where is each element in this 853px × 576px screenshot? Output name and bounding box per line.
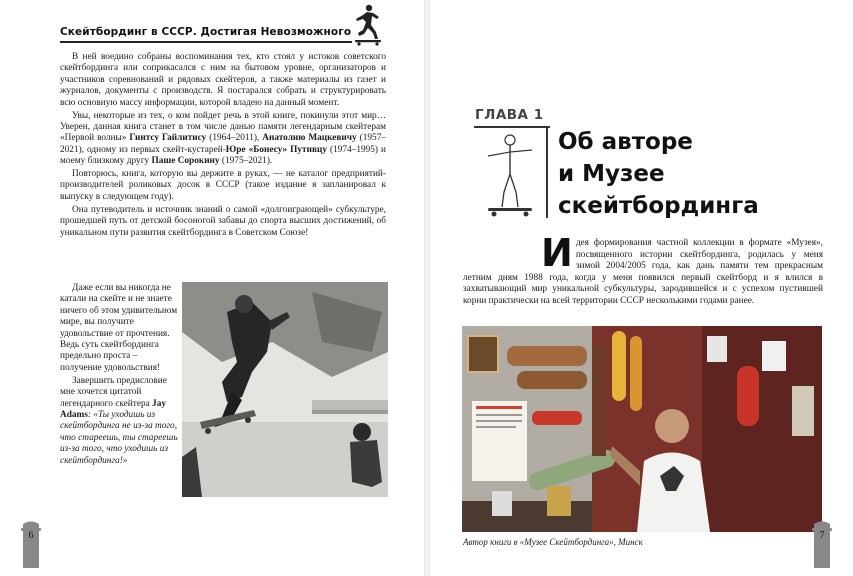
chapter-title-line: и Музее [558, 161, 665, 187]
paragraph [60, 111, 386, 168]
text-run: (1974–1995) и моему близкому другу [60, 144, 386, 167]
text-run: (1957–2021), одному из первых скейт-кустарей- [60, 133, 386, 155]
skater-silhouette-icon [349, 3, 387, 47]
chapter-title-line: скейтбординга [558, 193, 759, 219]
foreword-text-narrow [60, 283, 178, 469]
skateboard-tab-icon [809, 520, 835, 568]
photo-caption: Автор книги в «Музее Скейтбординга», Минск [463, 537, 643, 547]
paragraph: Даже если вы никогда не катали на скейте и не знаете ничего об этом удивительном мире, вы получите удовольствие от прочтения. Ведь суть скейтбординга предельно проста – получение удовольствия! [60, 283, 178, 373]
chapter-vertical-rule [546, 128, 548, 218]
person-name: Юре «Бонесу» Путивцу [225, 144, 327, 155]
museum-photo [462, 326, 822, 532]
page-number: 7 [819, 530, 825, 541]
skateboard-tab-icon [18, 520, 44, 568]
skater-illustration-icon [480, 132, 540, 218]
text-run: (1964–2011), [206, 133, 263, 144]
chapter-rule [474, 126, 550, 128]
paragraph: Повторюсь, книга, которую вы держите в руках, — не каталог предприятий-производителей роликовых досок в СССР (такое издание я запланировал к выпуску в следующем году). [60, 169, 386, 202]
person-name: Паше Сорокину [151, 156, 220, 167]
person-name: Гинтсу Гайлитису [129, 133, 207, 144]
text-run: Увы, некоторые из тех, о ком пойдет речь в этой книге, покинули этот мир… Уверен, данная книга станет в том числе данью памяти легендарным скейтерам «Первой волны» [60, 110, 386, 144]
chapter-title-line: Об авторе [558, 129, 693, 155]
foreword-text [60, 52, 386, 241]
header-rule [60, 41, 352, 43]
text-run: Завершить предисловие мне хочется цитатой легендарного скейтера [60, 375, 167, 409]
right-page [430, 0, 853, 576]
page-number-tab [809, 520, 835, 568]
drop-cap: И [541, 231, 573, 275]
running-head: Скейтбординг в СССР. Достигая Невозможного [60, 26, 352, 38]
chapter-label: ГЛАВА 1 [475, 107, 544, 123]
left-page [0, 0, 424, 576]
paragraph: Она путеводитель и источник знаний о самой «долгоиграющей» субкультуре, прошедшей путь от детской босоногой забавы до спорта высших достижений, об уникальном пути развития скейтбординга в Советском Союзе! [60, 204, 386, 238]
quote: : «Ты уходишь из скейтбординга не из-за того, что стареешь, ты стареешь из-за того, что уходишь из скейтбординга!» [60, 409, 178, 466]
person-name: Анатолию Мацкевичу [262, 133, 357, 144]
skateboarder-photo [182, 282, 388, 497]
page-number-tab [18, 520, 44, 568]
intro-text: дея формирования частной коллекции в формате «Музея», посвященного истории скейтбординга, родилась у меня зимой 2004/2005 года, как дань памяти тем прекрасным летним дням 1988 года, когда у меня появился первый скейтборд и я влился в захватывающий мир уникальной субкультуры, зародившейся и с успехом пустившей корни практически на всей территории СССР несколькими годами ранее. [463, 238, 823, 306]
paragraph: В ней воедино собраны воспоминания тех, кто стоял у истоков советского скейтбординга или соприкасался с ним на бытовом уровне, организаторов и участников соревнований и рядовых скейтеров, а также материалы из газет и журналов, документы с производств. Я постарался собрать и структурировать всю основную массу информации, которой владею на данный момент. [60, 52, 386, 108]
text-run: (1975–2021). [219, 156, 273, 167]
chapter-intro [463, 231, 823, 308]
chapter-title [558, 126, 759, 222]
person-name: Jay Adams [60, 398, 166, 420]
paragraph [60, 376, 178, 467]
page-number: 6 [28, 530, 34, 541]
